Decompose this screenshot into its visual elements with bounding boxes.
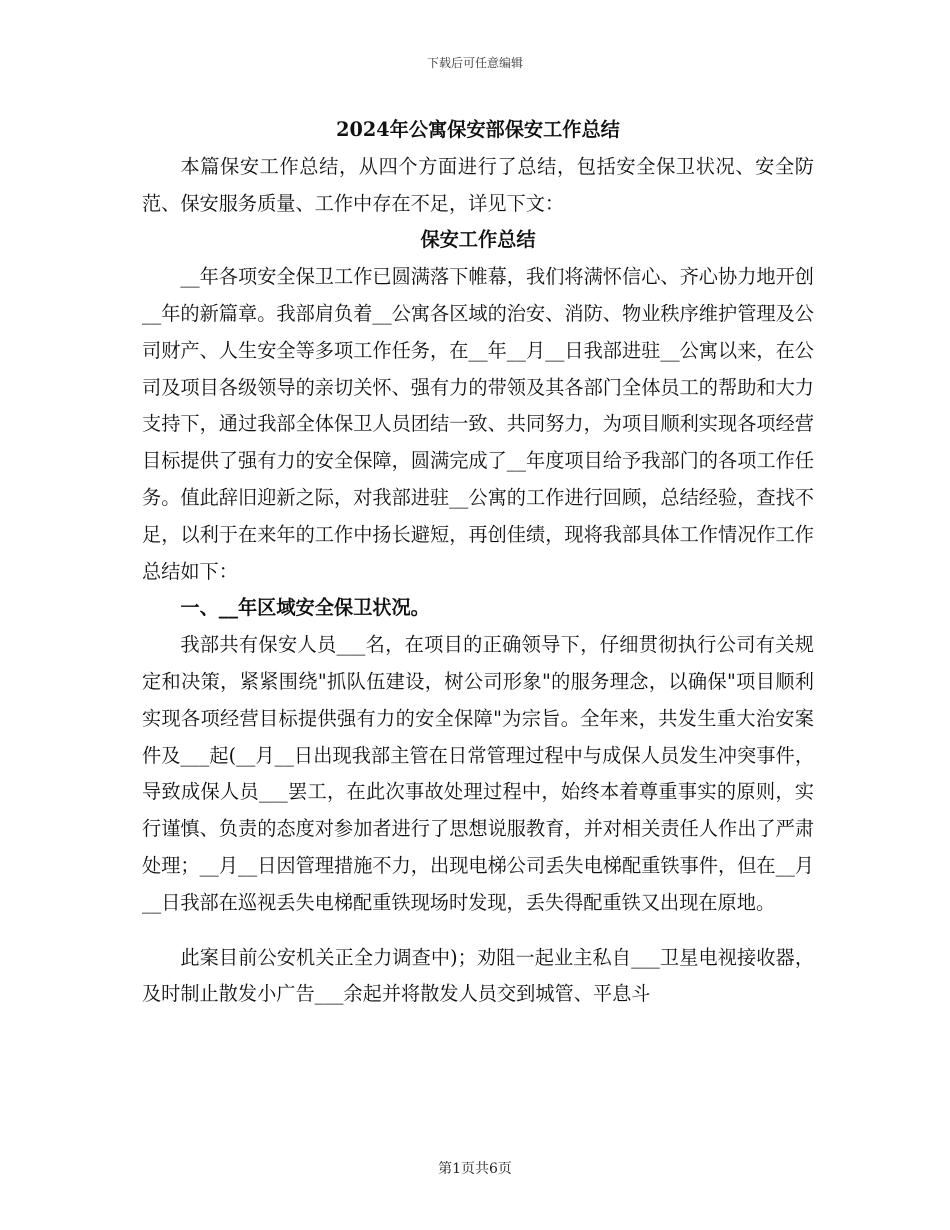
body-paragraph-3: 此案目前公安机关正全力调查中)；劝阻一起业主私自___卫星电视接收器，及时制止散发小广告___余起并将散发人员交到城管、平息斗 [142, 945, 814, 1006]
document-title: 2024年公寓保安部保安工作总结 [336, 118, 620, 141]
section-1-heading: 一、__年区域安全保卫状况。 [180, 596, 430, 620]
header-note: 下载后可任意编辑 [426, 56, 523, 70]
document-body [142, 112, 814, 1013]
body-paragraph-1: __年各项安全保卫工作已圆满落下帷幕，我们将满怀信心、齐心协力地开创__年的新篇章。我部肩负着__公寓各区域的治安、消防、物业秩序维护管理及公司财产、人生安全等多项工作任务，在__年__月__日我部进驻__公寓以来，在公司及项目各级领导的亲切关怀、强有力的带领及其各部门全体员工的帮助和大力支持下，通过我部全体保卫人员团结一致、共同努力，为项目顺利实现各项经营目标提供了强有力的安全保障，圆满完成了__年度项目给予我部门的各项工作任务。值此辞旧迎新之际，对我部进驻__公寓的工作进行回顾，总结经验，查找不足，以利于在来年的工作中扬长避短，再创佳绩，现将我部具体工作情况作工作总结如下： [142, 265, 814, 583]
body-paragraph-2: 我部共有保安人员___名，在项目的正确领导下，仔细贯彻执行公司有关规定和决策，紧紧围绕"抓队伍建设，树公司形象"的服务理念，以确保"项目顺利实现各项经营目标提供强有力的安全保障"为宗旨。全年来，共发生重大治安案件及___起(__月__日出现我部主管在日常管理过程中与成保人员发生冲突事件，导致成保人员___罢工，在此次事故处理过程中，始终本着尊重事实的原则，实行谨慎、负责的态度对参加者进行了思想说服教育，并对相关责任人作出了严肃处理；__月__日因管理措施不力，出现电梯公司丢失电梯配重铁事件，但在__月__日我部在巡视丢失电梯配重铁现场时发现，丢失得配重铁又出现在原地。 [142, 633, 814, 914]
intro-paragraph: 本篇保安工作总结，从四个方面进行了总结，包括安全保卫状况、安全防范、保安服务质量、工作中存在不足，详见下文： [142, 154, 814, 215]
page-indicator: 第1页共6页 [438, 1161, 512, 1177]
document-subtitle: 保安工作总结 [420, 228, 536, 252]
